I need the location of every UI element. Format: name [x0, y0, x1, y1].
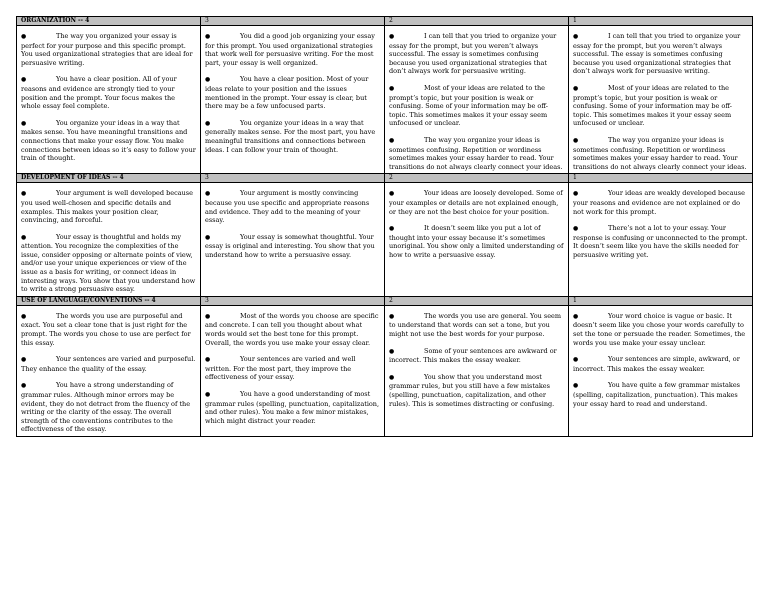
rubric-cell [17, 305, 201, 436]
criterion-text: Most of your ideas are related to the prompt’s topic, but your position is weak or confusing. Some of your information may be off-topic. This sometimes makes it your essay seem unfocused or unclear. [573, 83, 732, 128]
bullet-icon: ● [205, 119, 211, 127]
rubric-cell [201, 305, 385, 436]
section-content-row [17, 305, 753, 436]
score-label: 2 [385, 174, 569, 183]
criterion-text: The way you organize your ideas is sometimes confusing. Repetition or wordiness sometimes makes your essay harder to read. Your transitions do not always clearly connect your ideas. [573, 135, 747, 171]
section-title: DEVELOPMENT OF IDEAS -- 4 [17, 174, 201, 183]
criterion-item [573, 224, 748, 259]
criterion-text: Your argument is mostly convincing because you use specific and appropriate reasons and evidence. They add to the meaning of your essay. [205, 189, 370, 225]
bullet-icon: ● [21, 382, 27, 390]
criterion-item [389, 373, 564, 408]
criterion-item [389, 189, 564, 216]
criterion-text: Some of your sentences are awkward or incorrect. This makes the essay weaker. [389, 346, 557, 365]
rubric-cell [201, 183, 385, 297]
criterion-text: Your sentences are varied and purposeful. They enhance the quality of the essay. [21, 355, 196, 373]
criterion-text: The way you organized your essay is perfect for your purpose and this specific prompt. You used organizational strategies that are ideal for persuasive writing. [21, 32, 193, 67]
criterion-item [573, 136, 748, 171]
section-title: ORGANIZATION -- 4 [17, 17, 201, 26]
rubric-cell [17, 183, 201, 297]
criterion-item [573, 355, 748, 373]
bullet-icon: ● [573, 225, 579, 233]
bullet-icon: ● [389, 84, 395, 92]
criterion-text: Your word choice is vague or basic. It doesn’t seem like you chose your words carefully to set the tone or persuade the reader. Sometimes, the words you use make your essay unclear. [573, 311, 746, 347]
criterion-text: You organize your ideas in a way that generally makes sense. For the most part, you have meaningful transitions and connections between ideas. I can follow your train of thought. [205, 118, 376, 154]
bullet-icon: ● [573, 356, 579, 364]
rubric-cell [569, 26, 753, 174]
section-content-row [17, 26, 753, 174]
bullet-icon: ● [573, 33, 579, 40]
bullet-icon: ● [389, 373, 395, 381]
criterion-text: Most of your ideas are related to the prompt’s topic, but your position is weak or confusing. Some of your information may be off-topic. This sometimes makes it your essay seem unfocused or unclear. [389, 83, 548, 128]
bullet-icon: ● [21, 33, 27, 40]
criterion-text: The words you use are purposeful and exact. You set a clear tone that is just right for the prompt. The words you chose to use are perfect for this essay. [21, 311, 191, 347]
criterion-item [21, 312, 196, 347]
criterion-text: The way you organize your ideas is sometimes confusing. Repetition or wordiness sometimes makes your essay harder to read. Your transitions do not always clearly connect your ideas. [389, 135, 563, 171]
bullet-icon: ● [389, 347, 395, 355]
bullet-icon: ● [205, 76, 211, 84]
criterion-text: It doesn’t seem like you put a lot of thought into your essay because it’s sometimes unoriginal. You show only a limited understanding of how to write a persuasive essay. [389, 224, 564, 259]
bullet-icon: ● [389, 312, 395, 320]
criterion-item [205, 390, 380, 425]
bullet-icon: ● [21, 233, 27, 241]
criterion-text: Your sentences are varied and well written. For the most part, they improve the effectiveness of your essay. [205, 355, 356, 382]
bullet-icon: ● [21, 312, 27, 320]
bullet-icon: ● [21, 356, 27, 364]
bullet-icon: ● [205, 391, 211, 398]
rubric-cell [385, 305, 569, 436]
section-header-row [17, 174, 753, 183]
bullet-icon: ● [205, 190, 211, 198]
criterion-text: I can tell that you tried to organize your essay for the prompt, but you weren’t always successful. The essay is sometimes confusing because you used organizational strategies that don’t always work for persuasive writing. [389, 32, 557, 76]
section-title: USE OF LANGUAGE/CONVENTIONS -- 4 [17, 296, 201, 305]
bullet-icon: ● [21, 76, 27, 84]
criterion-text: Your essay is thoughtful and holds my attention. You recognize the complexities of the issue, consider opposing or alternate points of view, and/or use your unique experiences or view of the issue as a basis for writing, or connect ideas in interesting ways. You show that you understand how to write a strong persuasive essay. [21, 232, 196, 294]
criterion-item [21, 119, 196, 163]
criterion-item [21, 355, 196, 373]
criterion-item [205, 189, 380, 224]
score-label: 3 [201, 174, 385, 183]
bullet-icon: ● [389, 33, 395, 40]
criterion-item [389, 224, 564, 259]
bullet-icon: ● [205, 312, 211, 320]
bullet-icon: ● [205, 356, 211, 364]
criterion-text: Your sentences are simple, awkward, or incorrect. This makes the essay weaker. [573, 355, 740, 373]
criterion-item [573, 32, 748, 76]
criterion-item [205, 312, 380, 347]
score-label: 2 [385, 296, 569, 305]
rubric-table [16, 16, 753, 437]
criterion-text: You did a good job organizing your essay for this prompt. You used organizational strategies that work well for persuasive writing. For the most part, your essay is well organized. [205, 32, 375, 67]
criterion-item [573, 381, 748, 408]
score-label: 2 [385, 17, 569, 26]
criterion-text: You have a good understanding of most grammar rules (spelling, punctuation, capitalization, and other rules). You make a few minor mistakes, which might distract your reader. [205, 390, 380, 425]
criterion-text: You organize your ideas in a way that makes sense. You have meaningful transitions and connections that make your essay flow. You make connections between ideas so it’s easy to follow your train of thought. [21, 118, 196, 163]
criterion-item [389, 32, 564, 76]
bullet-icon: ● [573, 84, 579, 92]
bullet-icon: ● [205, 33, 211, 40]
criterion-text: There’s not a lot to your essay. Your response is confusing or unconnected to the prompt. It doesn’t seem like you have the skills needed for persuasive writing yet. [573, 224, 748, 259]
bullet-icon: ● [573, 190, 579, 198]
bullet-icon: ● [573, 312, 579, 320]
section-content-row [17, 183, 753, 297]
criterion-item [389, 347, 564, 365]
criterion-item [21, 381, 196, 434]
criterion-item [205, 75, 380, 110]
score-label: 1 [569, 17, 753, 26]
criterion-item [389, 136, 564, 171]
criterion-item [205, 119, 380, 154]
criterion-item [573, 84, 748, 128]
criterion-text: You have a clear position. All of your reasons and evidence are strongly tied to your position and the prompt. Your focus makes the whole essay feel complete. [21, 75, 177, 111]
bullet-icon: ● [21, 190, 27, 198]
rubric-cell [385, 26, 569, 174]
criterion-item [205, 233, 380, 260]
criterion-text: Your ideas are weakly developed because your reasons and evidence are not explained or do not work for this prompt. [573, 189, 745, 216]
score-label: 1 [569, 296, 753, 305]
criterion-text: You show that you understand most grammar rules, but you still have a few mistakes (spelling, punctuation, capitalization, and other rules). This is sometimes distracting or confusing. [389, 372, 555, 408]
criterion-text: The words you use are general. You seem to understand that words can set a tone, but you might not use the best words for your purpose. [389, 311, 562, 339]
criterion-item [21, 233, 196, 294]
criterion-item [389, 312, 564, 339]
score-label: 3 [201, 17, 385, 26]
section-header-row [17, 296, 753, 305]
criterion-item [205, 32, 380, 67]
criterion-item [573, 189, 748, 216]
criterion-item [21, 32, 196, 67]
rubric-cell [17, 26, 201, 174]
score-label: 1 [569, 174, 753, 183]
criterion-item [205, 355, 380, 382]
score-label: 3 [201, 296, 385, 305]
bullet-icon: ● [389, 225, 395, 233]
criterion-item [21, 75, 196, 110]
rubric-cell [569, 305, 753, 436]
criterion-item [389, 84, 564, 128]
criterion-text: Your essay is somewhat thoughtful. Your essay is original and interesting. You show that you understand how to write a persuasive essay. [205, 232, 375, 259]
criterion-text: You have quite a few grammar mistakes (spelling, capitalization, punctuation). This makes your essay hard to read and understand. [573, 381, 741, 408]
criterion-text: I can tell that you tried to organize your essay for the prompt, but you weren’t always successful. The essay is sometimes confusing because you used organizational strategies that don’t always work for persuasive writing. [573, 32, 741, 76]
bullet-icon: ● [573, 382, 579, 390]
criterion-item [21, 189, 196, 224]
section-header-row [17, 17, 753, 26]
bullet-icon: ● [205, 233, 211, 241]
criterion-text: Your ideas are loosely developed. Some of your examples or details are not explained enough, or they are not the best choice for your position. [389, 189, 563, 216]
bullet-icon: ● [573, 136, 579, 144]
bullet-icon: ● [389, 190, 395, 198]
criterion-text: Most of the words you choose are specific and concrete. I can tell you thought about what words would set the best tone for this prompt. Overall, the words you use make your essay clear. [205, 311, 379, 347]
criterion-text: You have a strong understanding of grammar rules. Although minor errors may be evident, they do not detract from the fluency of the writing or the clarity of the essay. The overall strength of the conventions contributes to the effectiveness of the essay. [21, 381, 191, 434]
bullet-icon: ● [21, 119, 27, 127]
criterion-item [573, 312, 748, 347]
criterion-text: Your argument is well developed because you used well-chosen and specific details and examples. This makes your position clear, convincing, and forceful. [21, 189, 193, 225]
rubric-cell [569, 183, 753, 297]
criterion-text: You have a clear position. Most of your ideas relate to your position and the issues mentioned in the prompt. Your essay is clear, but there may be a few unfocused parts. [205, 75, 369, 111]
bullet-icon: ● [389, 136, 395, 144]
rubric-cell [385, 183, 569, 297]
rubric-cell [201, 26, 385, 174]
